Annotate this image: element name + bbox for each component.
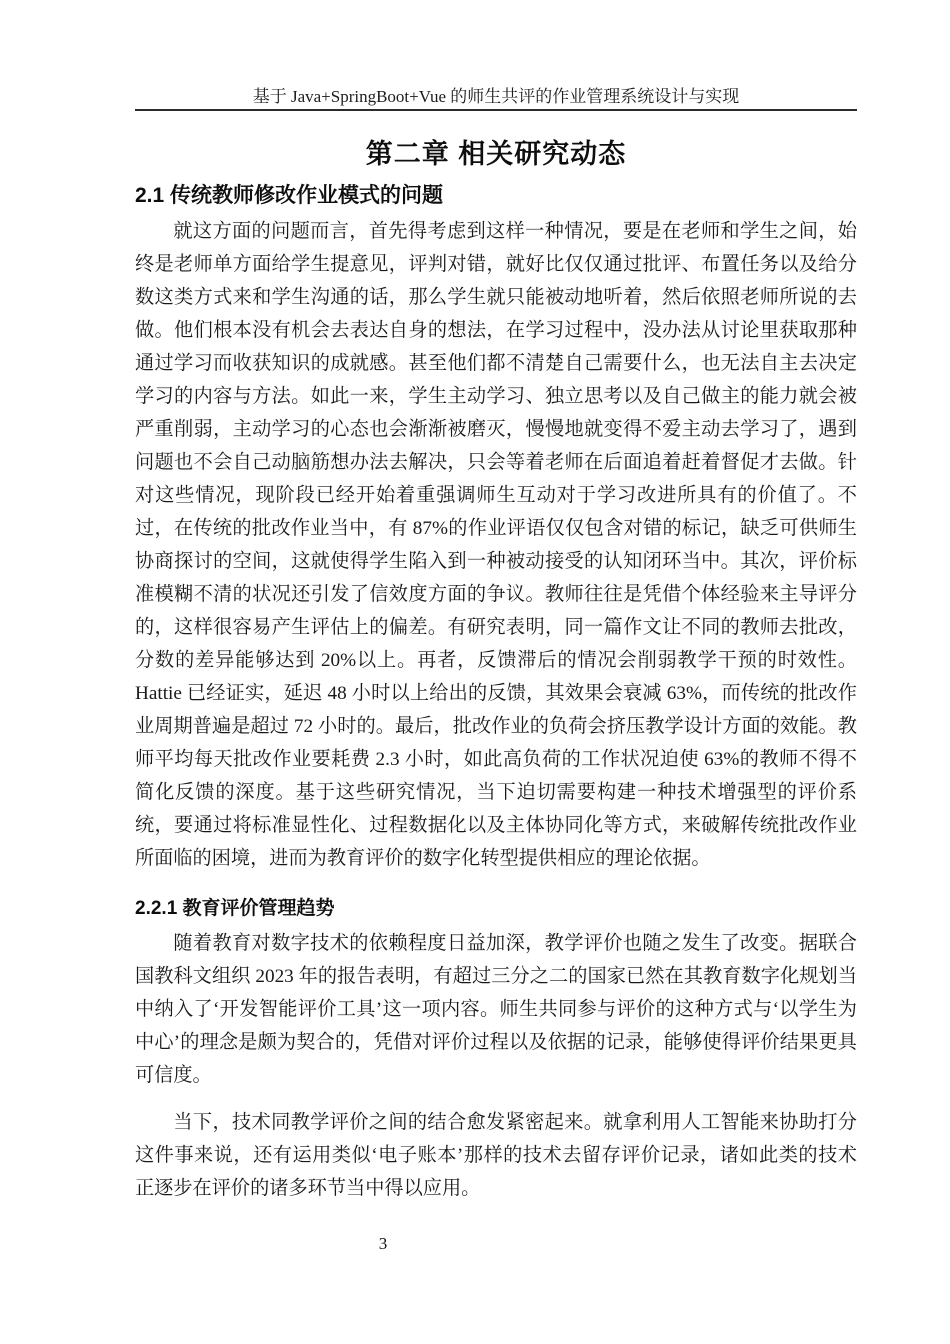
paragraph-section-2-2-1-second: 当下，技术同教学评价之间的结合愈发紧密起来。就拿利用人工智能来协助打分这件事来说，还有运用类似‘电子账本’那样的技术去留存评价记录，诸如此类的技术正逐步在评价的诸多环节当中得以应用。	[135, 1112, 857, 1199]
chapter-title: 第二章 相关研究动态	[365, 139, 627, 169]
paragraph-section-2-1: 就这方面的问题而言，首先得考虑到这样一种情况，要是在老师和学生之间，始终是老师单方面给学生提意见，评判对错，就好比仅仅通过批评、布置任务以及给分数这类方式来和学生沟通的话，那么学生就只能被动地听着，然后依照老师所说的去做。他们根本没有机会去表达自身的想法，在学习过程中，没办法从讨论里获取那种通过学习而收获知识的成就感。甚至他们都不清楚自己需要什么，也无法自主去决定学习的内容与方法。如此一来，学生主动学习、独立思考以及自己做主的能力就会被严重削弱，主动学习的心态也会渐渐被磨灭，慢慢地就变得不爱主动去学习了，遇到问题也不会自己动脑筋想办法去解决，只会等着老师在后面追着赶着督促才去做。针对这些情况，现阶段已经开始着重强调师生互动对于学习改进所具有的价值了。不过，在传统的批改作业当中，有 87%的作业评语仅仅包含对错的标记，缺乏可供师生协商探讨的空间，这就使得学生陷入到一种被动接受的认知闭环当中。其次，评价标准模糊不清的状况还引发了信效度方面的争议。教师往往是凭借个体经验来主导评分的，这样很容易产生评估上的偏差。有研究表明，同一篇作文让不同的教师去批改，分数的差异能够达到 20%以上。再者，反馈滞后的情况会削弱教学干预的时效性。Hattie 已经证实，延迟 48 小时以上给出的反馈，其效果会衰减 63%，而传统的批改作业周期普遍是超过 72 小时的。最后，批改作业的负荷会挤压教学设计方面的效能。教师平均每天批改作业要耗费 2.3 小时，如此高负荷的工作状况迫使 63%的教师不得不简化反馈的深度。基于这些研究情况，当下迫切需要构建一种技术增强型的评价系统，要通过将标准显性化、过程数据化以及主体协同化等方式，来破解传统批改作业所面临的困境，进而为教育评价的数字化转型提供相应的理论依据。	[135, 221, 857, 869]
running-header: 基于 Java+SpringBoot+Vue 的师生共评的作业管理系统设计与实现	[135, 0, 857, 111]
subsection-heading-2-2-1: 2.2.1 教育评价管理趋势	[135, 898, 335, 919]
page-number: 3	[378, 1234, 388, 1253]
page-content	[135, 0, 857, 1205]
paragraph-section-2-2-1-first: 随着教育对数字技术的依赖程度日益加深，教学评价也随之发生了改变。据联合国教科文组织 2023 年的报告表明，有超过三分之二的国家已然在其教育数字化规划当中纳入了‘开发智能评价工具’这一项内容。师生共同参与评价的这种方式与‘以学生为中心’的理念是颇为契合的，凭借对评价过程以及依据的记录，能够使得评价结果更具可信度。	[135, 933, 857, 1086]
section-heading-2-1: 2.1 传统教师修改作业模式的问题	[135, 184, 444, 207]
